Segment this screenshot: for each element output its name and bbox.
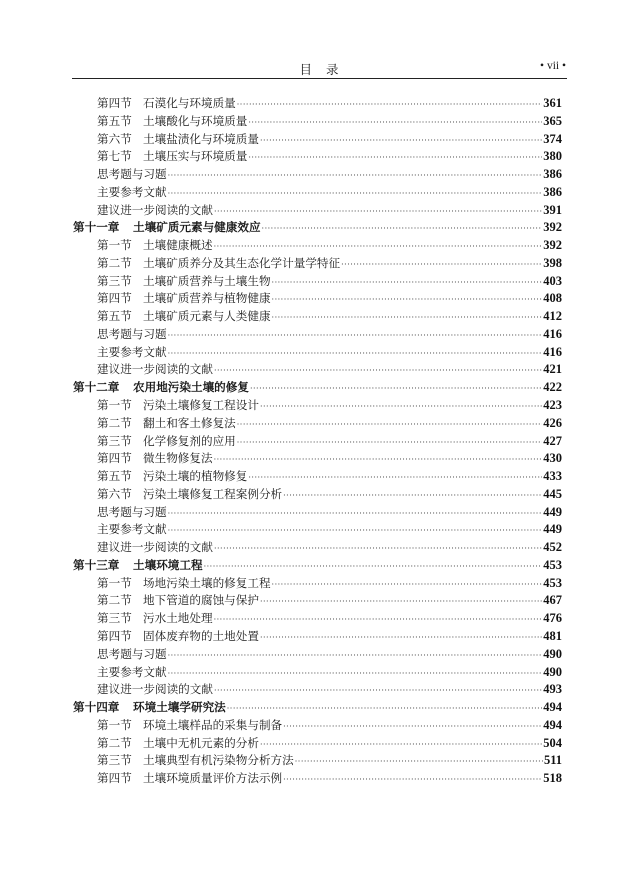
entry-number: 第四节 — [97, 291, 132, 306]
entry-title: 石漠化与环境质量 — [143, 96, 236, 110]
entry-title: 思考题与习题 — [97, 504, 167, 519]
dot-leader — [214, 238, 543, 256]
toc-chapter-entry[interactable] — [73, 699, 562, 717]
dot-leader — [248, 469, 542, 487]
dot-leader — [214, 540, 542, 558]
entry-page-number: 430 — [543, 451, 562, 466]
toc-section-entry[interactable] — [73, 148, 562, 166]
page-number: • vii • — [540, 60, 566, 72]
dot-leader — [168, 505, 543, 523]
dot-leader — [260, 132, 542, 150]
dot-leader — [168, 665, 543, 683]
entry-title: 土壤环境工程 — [133, 557, 203, 572]
dot-leader — [214, 203, 542, 221]
entry-page-number: 449 — [543, 504, 562, 519]
entry-title: 固体废弃物的土地处置 — [143, 628, 259, 643]
entry-page-number: 494 — [543, 717, 562, 732]
entry-title: 土壤环境质量评价方法示例 — [143, 771, 283, 786]
entry-page-number: 398 — [543, 255, 562, 270]
entry-number: 第六节 — [97, 131, 132, 146]
entry-title: 土壤典型有机污染物分析方法 — [143, 753, 294, 768]
entry-title: 土壤矿质养分及其生态化学计量学特征 — [143, 255, 341, 270]
dot-leader — [214, 682, 542, 700]
entry-page-number: 445 — [543, 486, 562, 501]
entry-page-number: 380 — [543, 149, 562, 164]
dot-leader — [272, 309, 543, 327]
entry-number: 第二节 — [97, 415, 132, 430]
entry-page-number: 423 — [543, 398, 562, 413]
entry-number: 第六节 — [97, 486, 132, 501]
toc-section-entry[interactable] — [73, 290, 562, 308]
entry-title: 思考题与习题 — [97, 646, 167, 661]
entry-number: 第四节 — [97, 628, 132, 643]
entry-number: 第一节 — [97, 398, 132, 413]
entry-page-number: 452 — [543, 540, 562, 555]
dot-leader — [283, 487, 542, 505]
entry-page-number: 494 — [543, 700, 562, 715]
entry-page-number: 416 — [543, 344, 562, 359]
entry-title: 场地污染土壤的修复工程 — [143, 575, 271, 590]
toc-section-entry[interactable] — [73, 504, 562, 522]
toc-section-entry[interactable] — [73, 273, 562, 291]
dot-leader — [237, 434, 542, 452]
toc-section-entry[interactable] — [73, 95, 562, 113]
entry-title: 土壤矿质元素与健康效应 — [133, 220, 261, 235]
toc-chapter-entry[interactable] — [73, 219, 562, 237]
entry-title: 污染土壤修复工程设计 — [143, 398, 259, 413]
entry-title: 翻土和客土修复法 — [143, 415, 236, 430]
dot-leader — [168, 522, 543, 540]
header-divider — [72, 78, 567, 79]
entry-page-number: 449 — [543, 522, 562, 537]
entry-page-number: 511 — [543, 753, 562, 768]
entry-title: 建议进一步阅读的文献 — [97, 362, 213, 377]
entry-page-number: 453 — [543, 575, 562, 590]
toc-section-entry[interactable] — [73, 237, 562, 255]
entry-title: 建议进一步阅读的文献 — [97, 540, 213, 555]
entry-title: 土壤盐渍化与环境质量 — [143, 131, 259, 146]
dot-leader — [260, 736, 542, 754]
entry-title: 污染土壤的植物修复 — [143, 469, 248, 484]
entry-number: 第一节 — [97, 575, 132, 590]
entry-number: 第三节 — [97, 611, 132, 626]
toc-section-entry[interactable] — [73, 166, 562, 184]
toc-section-entry[interactable] — [73, 664, 562, 682]
toc-section-entry[interactable] — [73, 361, 562, 379]
toc-section-entry[interactable] — [73, 450, 562, 468]
entry-title: 主要参考文献 — [97, 344, 167, 359]
dot-leader — [250, 380, 542, 398]
dot-leader — [295, 753, 543, 771]
entry-number: 第七节 — [97, 149, 132, 164]
entry-title: 污水土地处理 — [143, 611, 213, 626]
entry-title: 土壤矿质营养与植物健康 — [143, 291, 271, 306]
entry-page-number: 391 — [543, 202, 562, 217]
toc-section-entry[interactable] — [73, 539, 562, 557]
toc-section-entry[interactable] — [73, 131, 562, 149]
entry-title: 主要参考文献 — [97, 522, 167, 537]
entry-title: 土壤酸化与环境质量 — [143, 113, 248, 128]
entry-title: 化学修复剂的应用 — [143, 433, 236, 448]
dot-leader — [214, 451, 543, 469]
entry-page-number: 392 — [543, 238, 562, 253]
entry-title: 微生物修复法 — [143, 451, 213, 466]
dot-leader — [168, 327, 543, 345]
entry-number: 第五节 — [97, 469, 132, 484]
dot-leader — [262, 220, 543, 238]
dot-leader — [260, 398, 542, 416]
entry-page-number: 493 — [543, 682, 562, 697]
toc-section-entry[interactable] — [73, 575, 562, 593]
entry-number: 第四节 — [97, 451, 132, 466]
toc-section-entry[interactable] — [73, 308, 562, 326]
toc-section-entry[interactable] — [73, 344, 562, 362]
toc-section-entry[interactable] — [73, 433, 562, 451]
dot-leader — [214, 611, 543, 629]
toc-section-entry[interactable] — [73, 628, 562, 646]
toc-section-entry[interactable] — [73, 397, 562, 415]
entry-title: 土壤矿质营养与土壤生物 — [143, 273, 271, 288]
toc-section-entry[interactable] — [73, 735, 562, 753]
dot-leader — [168, 185, 543, 203]
toc-section-entry[interactable] — [73, 770, 562, 788]
toc-section-entry[interactable] — [73, 717, 562, 735]
dot-leader — [168, 345, 543, 363]
entry-title: 环境土壤样品的采集与制备 — [143, 717, 283, 732]
entry-page-number: 481 — [543, 628, 562, 643]
toc-chapter-entry[interactable] — [73, 379, 562, 397]
page-header — [72, 60, 566, 78]
entry-page-number: 453 — [543, 557, 562, 572]
entry-title: 农用地污染土壤的修复 — [133, 380, 249, 395]
dot-leader — [248, 149, 542, 167]
entry-page-number: 386 — [543, 184, 562, 199]
entry-page-number: 490 — [543, 646, 562, 661]
toc-section-entry[interactable] — [73, 255, 562, 273]
toc-section-entry[interactable] — [73, 326, 562, 344]
entry-title: 土壤压实与环境质量 — [143, 149, 248, 164]
entry-number: 第五节 — [97, 113, 132, 128]
dot-leader — [204, 558, 543, 576]
entry-number: 第五节 — [97, 309, 132, 324]
dot-leader — [272, 291, 543, 309]
entry-number: 第四节 — [97, 96, 132, 110]
toc-section-entry[interactable] — [73, 752, 562, 770]
entry-number: 第一节 — [97, 238, 132, 253]
entry-page-number: 416 — [543, 326, 562, 341]
toc-section-entry[interactable] — [73, 646, 562, 664]
dot-leader — [272, 274, 543, 292]
entry-title: 建议进一步阅读的文献 — [97, 202, 213, 217]
dot-leader — [214, 362, 542, 380]
entry-number: 第三节 — [97, 273, 132, 288]
entry-title: 土壤矿质元素与人类健康 — [143, 309, 271, 324]
toc-section-entry[interactable] — [73, 184, 562, 202]
toc-section-entry[interactable] — [73, 521, 562, 539]
dot-leader — [237, 416, 542, 434]
entry-number: 第三节 — [97, 433, 132, 448]
table-of-contents — [73, 95, 562, 788]
entry-number: 第二节 — [97, 735, 132, 750]
dot-leader — [283, 718, 542, 736]
entry-page-number: 361 — [543, 96, 562, 110]
entry-number: 第十一章 — [73, 220, 120, 235]
entry-title: 土壤中无机元素的分析 — [143, 735, 259, 750]
entry-page-number: 426 — [543, 415, 562, 430]
entry-number: 第二节 — [97, 593, 132, 608]
dot-leader — [260, 629, 542, 647]
entry-page-number: 392 — [543, 220, 562, 235]
toc-section-entry[interactable] — [73, 610, 562, 628]
entry-number: 第二节 — [97, 255, 132, 270]
entry-number: 第四节 — [97, 771, 132, 786]
toc-section-entry[interactable] — [73, 592, 562, 610]
dot-leader — [227, 700, 542, 718]
entry-number: 第十四章 — [73, 700, 120, 715]
entry-title: 思考题与习题 — [97, 167, 167, 182]
entry-page-number: 476 — [543, 611, 562, 626]
toc-section-entry[interactable] — [73, 113, 562, 131]
entry-number: 第十三章 — [73, 557, 120, 572]
entry-number: 第三节 — [97, 753, 132, 768]
entry-page-number: 421 — [543, 362, 562, 377]
page-title: 目录 — [299, 62, 353, 77]
entry-title: 思考题与习题 — [97, 326, 167, 341]
dot-leader — [237, 96, 542, 114]
dot-leader — [168, 167, 543, 185]
toc-section-entry[interactable] — [73, 202, 562, 220]
toc-section-entry[interactable] — [73, 486, 562, 504]
entry-number: 第十二章 — [73, 380, 120, 395]
dot-leader — [272, 576, 543, 594]
entry-title: 土壤健康概述 — [143, 238, 213, 253]
dot-leader — [260, 593, 542, 611]
entry-page-number: 374 — [543, 131, 562, 146]
entry-title: 地下管道的腐蚀与保护 — [143, 593, 259, 608]
entry-page-number: 433 — [543, 469, 562, 484]
entry-page-number: 412 — [543, 309, 562, 324]
entry-page-number: 467 — [543, 593, 562, 608]
entry-page-number: 403 — [543, 273, 562, 288]
entry-number: 第一节 — [97, 717, 132, 732]
entry-page-number: 518 — [543, 771, 562, 786]
entry-title: 主要参考文献 — [97, 184, 167, 199]
entry-title: 污染土壤修复工程案例分析 — [143, 486, 283, 501]
dot-leader — [248, 114, 542, 132]
dot-leader — [341, 256, 542, 274]
dot-leader — [283, 771, 542, 789]
entry-page-number: 427 — [543, 433, 562, 448]
entry-title: 环境土壤学研究法 — [133, 700, 226, 715]
entry-page-number: 504 — [543, 735, 562, 750]
entry-page-number: 422 — [543, 380, 562, 395]
toc-section-entry[interactable] — [73, 415, 562, 433]
entry-page-number: 365 — [543, 113, 562, 128]
entry-title: 主要参考文献 — [97, 664, 167, 679]
entry-page-number: 408 — [543, 291, 562, 306]
entry-page-number: 490 — [543, 664, 562, 679]
dot-leader — [168, 647, 543, 665]
toc-section-entry[interactable] — [73, 468, 562, 486]
entry-title: 建议进一步阅读的文献 — [97, 682, 213, 697]
entry-page-number: 386 — [543, 167, 562, 182]
toc-chapter-entry[interactable] — [73, 557, 562, 575]
toc-section-entry[interactable] — [73, 681, 562, 699]
